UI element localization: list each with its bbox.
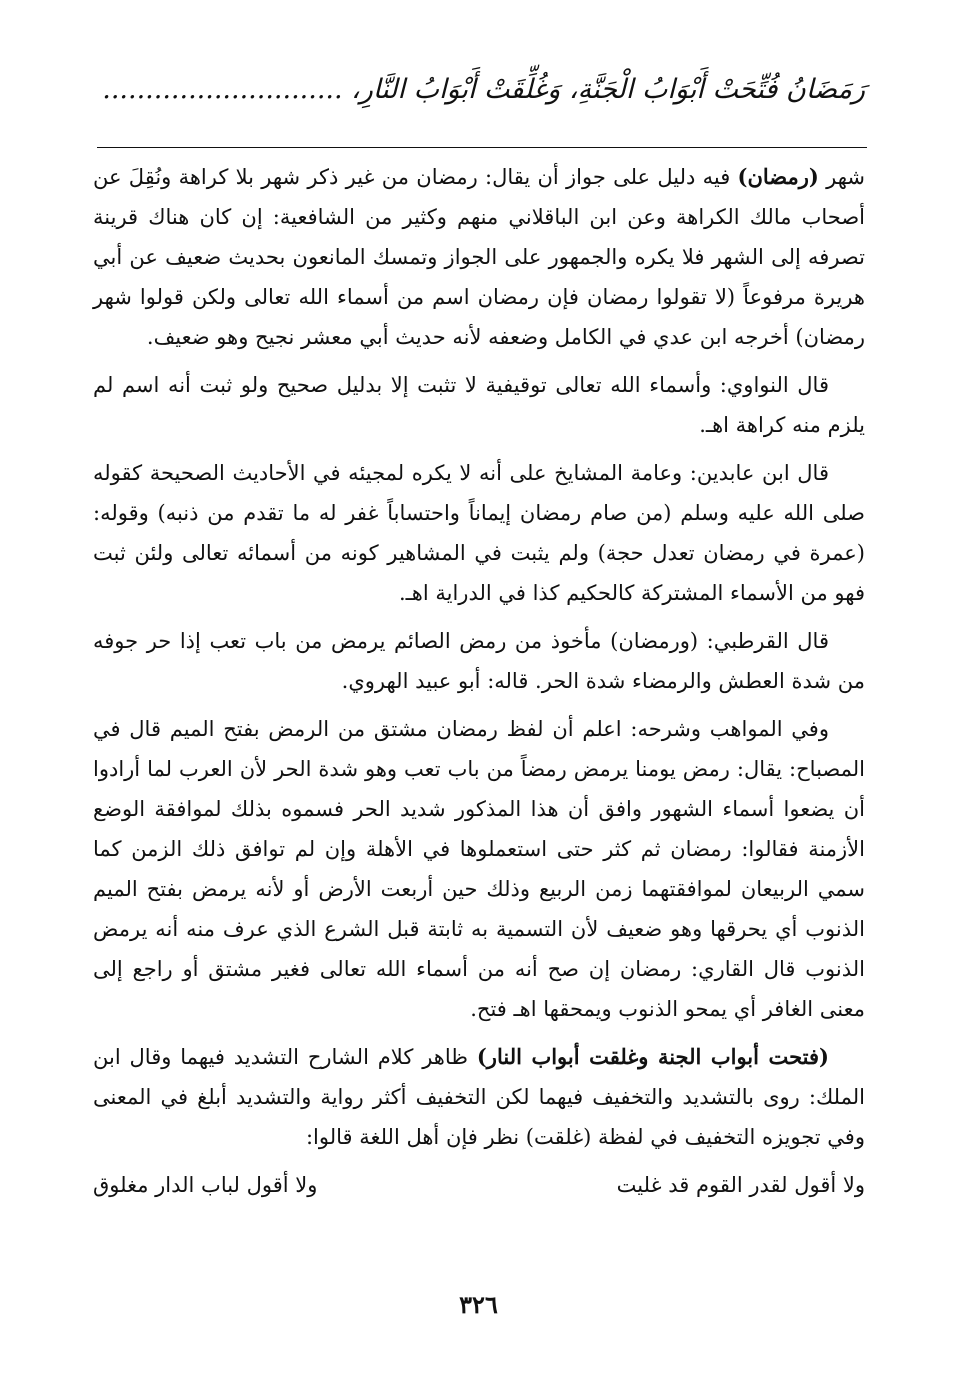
verse-second-hemistich: ولا أقول لباب الدار مغلوق xyxy=(93,1173,318,1197)
paragraph-text: فيه دليل على جواز أن يقال: رمضان من غير ذكر شهر بلا كراهة ونُقِلَ عن أصحاب مالك الكراهة وعن ابن الباقلاني منهم وكثير من الشافعية: إن كان هناك قرينة تصرفه إلى الشهر فلا يكره والجمهور على الجواز وتمسك المانعون بحديث ضعيف عن أبي هريرة مرفوعاً (لا تقولوا رمضان فإن رمضان اسم من أسماء الله تعالى ولكن قولوا شهر رمضان) أخرجه ابن عدي في الكامل وضعفه لأنه حديث أبي معشر نجيح وهو ضعيف. xyxy=(93,165,865,349)
paragraph-ramadan-naming xyxy=(93,157,865,357)
main-text xyxy=(93,157,865,1205)
paragraph-ibn-abidin: قال ابن عابدين: وعامة المشايخ على أنه لا يكره لمجيئه في الأحاديث الصحيحة كقوله صلى الله عليه وسلم (من صام رمضان إيماناً واحتساباً غفر له ما تقدم من ذنبه) وقوله: (عمرة في رمضان تعدل حجة) ولم يثبت في المشاهير كونه من أسمائه تعالى ولئن ثبت فهو من الأسماء المشتركة كالحكيم كذا في الدراية اهـ. xyxy=(93,461,865,605)
paragraph-lead: شهر xyxy=(818,165,865,189)
paragraph-mawahib: وفي المواهب وشرحه: اعلم أن لفظ رمضان مشتق من الرمض بفتح الميم قال في المصباح: يقال: رمض يومنا يرمض رمضاً من باب تعب وهو شدة الحر لأن العرب لما أرادوا أن يضعوا أسماء الشهور وافق أن هذا المذكور شديد الحر فسموه بذلك لموافقة الوضع الأزمنة فقالوا: رمضان ثم كثر حتى استعملوها في الأهلة وإن لم توافق ذلك الزمن كما سمي الربيعان لموافقتهما زمن الربيع وذلك حين أربعت الأرض أو لأنه يرمض بفتح الميم الذنوب أي يحرقها وهو ضعيف لأن التسمية به ثابتة قبل الشرع الذي عرف منه أنه يرمض الذنوب قال القاري: رمضان إن صح أنه من أسماء الله تعالى فغير مشتق أو راجع إلى معنى الغافر أي يمحو الذنوب ويمحقها اهـ فتح. xyxy=(93,717,865,1021)
paragraph-text: ظاهر كلام الشارح التشديد فيهما وقال ابن الملك: روى بالتشديد والتخفيف فيهما لكن التخفيف أكثر رواية والتشديد أبلغ في المعنى وفي تجويزه التخفيف في لفظة (غلقت) نظر فإن أهل اللغة قالوا: xyxy=(93,1045,865,1149)
paragraph-gates xyxy=(93,1037,865,1157)
verse-first-hemistich: ولا أقول لقدر القوم قد غليت xyxy=(616,1173,865,1197)
running-header: رَمَضَانُ فُتِّحَتْ أَبْوَابُ الْجَنَّةِ، وَغُلِّقَتْ أَبْوَابُ النَّارِ، ............................ xyxy=(102,74,865,105)
page-number: ٣٢٦ xyxy=(459,1290,498,1319)
paragraph-qurtubi: قال القرطبي: (ورمضان) مأخوذ من رمض الصائم يرمض من باب تعب إذا حر جوفه من شدة العطش والرمضاء شدة الحر. قاله: أبو عبيد الهروي. xyxy=(93,629,865,693)
paragraph-nawawi: قال النواوي: وأسماء الله تعالى توقيفية لا تثبت إلا بدليل صحيح ولو ثبت أنه اسم لم يلزم منه كراهة اهـ. xyxy=(93,373,865,437)
commentary-term: (فتحت أبواب الجنة وغلقت أبواب النار) xyxy=(476,1044,829,1069)
poetry-verse xyxy=(93,1165,865,1205)
header-divider xyxy=(97,147,867,148)
commentary-term: (رمضان) xyxy=(737,164,819,189)
